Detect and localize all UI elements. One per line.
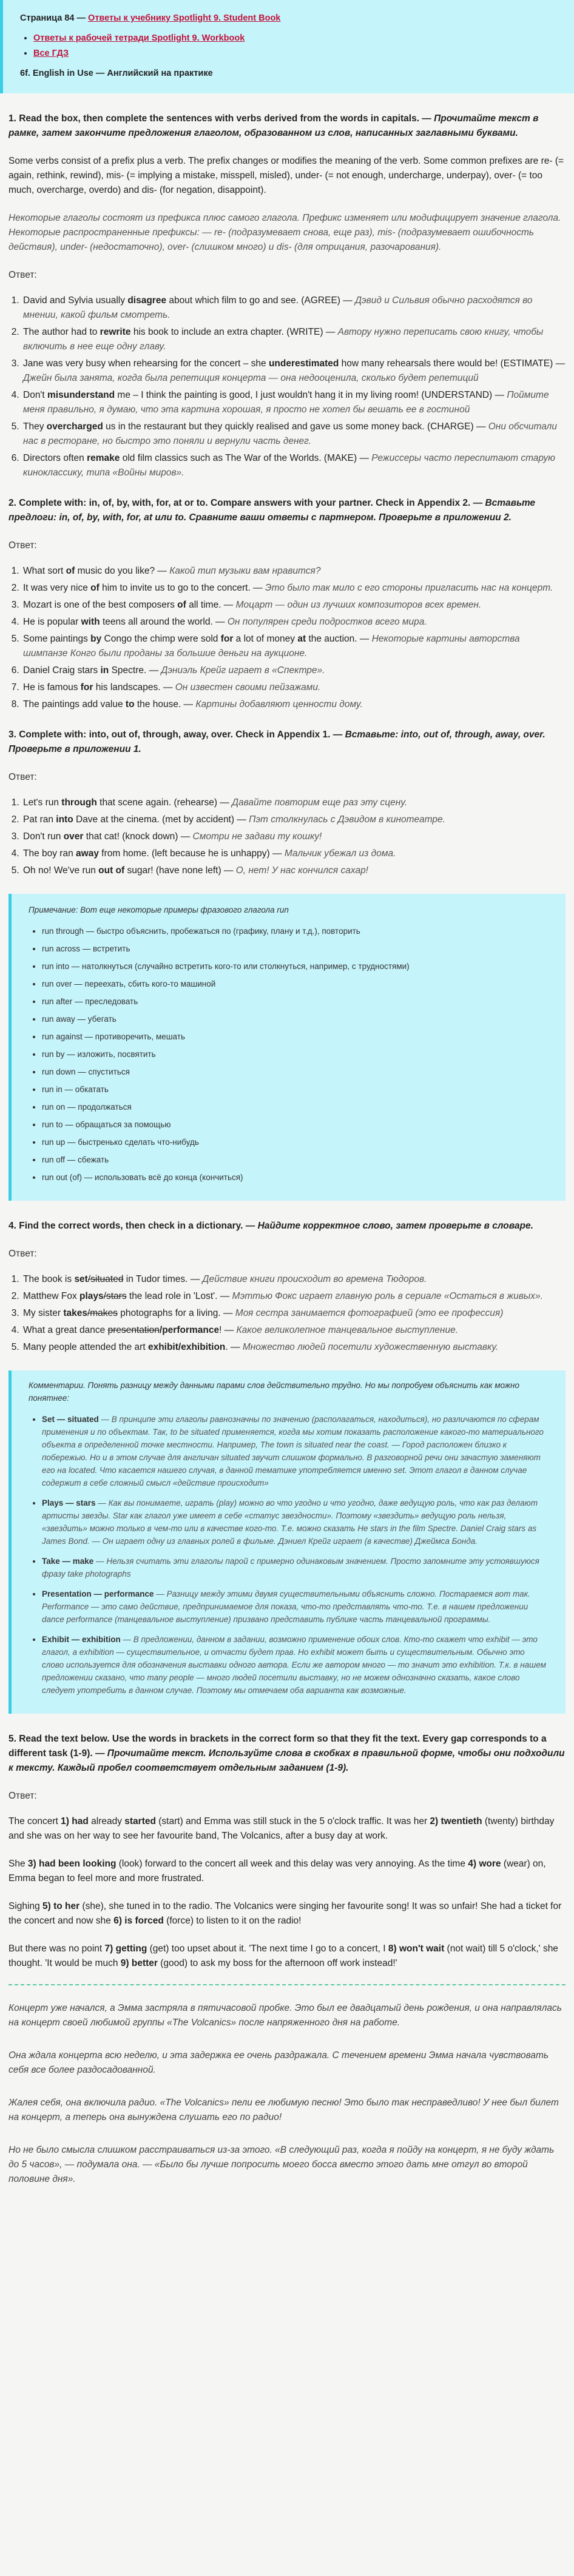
list-item: • run to — обращаться за помощью (42, 1118, 549, 1131)
list-item: • run over — переехать, сбить кого-то машиной (42, 978, 549, 990)
list-item: 7. He is famous for his landscapes. — Он известен своими пейзажами. (22, 680, 566, 695)
note-list (29, 1413, 549, 1697)
task-title-en: 5. Read the text below. Use the words in brackets in the correct form so that they fit the text. Every gap corresponds to a different task (1-9). — (8, 1734, 547, 1759)
list-item: • run away — убегать (42, 1013, 549, 1025)
list-item: 1. Let's run through that scene again. (rehearse) — Давайте повторим еще раз эту сцену. (22, 796, 566, 810)
list-item: • run by — изложить, посвятить (42, 1048, 549, 1061)
note-list (29, 925, 549, 1184)
list-item: • Exhibit — exhibition — В предложении, данном в задании, возможно применение обоих слов. Кто-то скажет что exhibit — это глагол, а exhibition — существительное, и отчасти будет прав. Но exhibit может быть и существительным. Обычно это слово используется для обозначения выставки одного автора. Если же автором много — то значит это exhibition. Т.к. в нашем предложении сказано, что many people — много людей посетили выставку, но не можем однозначно сказать, какое слово следует употребить в данном случае. Поэтому мы отмечаем оба варианта как возможные. (42, 1633, 549, 1697)
list-item: 6. Daniel Craig stars in Spectre. — Дэниэль Крейг играет в «Спектре». (22, 663, 566, 678)
task-1-intro-ru: Некоторые глаголы состоят из префикса плюс самого глагола. Префикс изменяет или модифицирует значение глагола. Некоторые распространенные префиксы: — re- (подразумевает снова, еще раз), mis- (подразумевает ошибочность действия), under- (недостаточно), over- (слишком много) и dis- (для отрицания, разочарования). (8, 213, 561, 252)
list-item: 1. What sort of music do you like? — Какой тип музыки вам нравится? (22, 564, 566, 579)
list-item: • run in — обкатать (42, 1083, 549, 1096)
task-5 (0, 1732, 574, 2187)
translation-paragraph: Но не было смысла слишком расстраиваться из-за этого. «В следующий раз, когда я пойду на концерт, я не буду ждать до 5 часов», — подумала она. — «Было бы лучше попросить моего босса вместо этого дать мне отгул во второй половине дня». (8, 2145, 555, 2184)
task-title-ru: Прочитайте текст в рамке, затем закончите предложения глаголом, образованном из слов, написанных заглавными буквами. (8, 113, 539, 138)
text-paragraph-4: But there was no point 7) getting (get) too upset about it. 'The next time I go to a concert, I 8) won't wait (not wait) till 5 o'clock,' she thought. 'It would be much 9) better (good) to ask my boss for the afternoon off work instead!' (8, 1944, 558, 1968)
task-2-title (8, 496, 566, 525)
task-1-intro-en: Some verbs consist of a prefix plus a verb. The prefix changes or modifies the meaning of the verb. Some common prefixes are re- (= again, rethink, rewind), mis- (= implying a mistake, misspell, misled), under- (= not enough, undercharge, underpay), over- (= too much, overcharge, overdo) and dis- (for negation, disappoint). (8, 156, 564, 195)
list-item: • run into — натолкнуться (случайно встретить кого-то или столкнуться, например, с трудностями) (42, 960, 549, 973)
list-item: 5. Oh no! We've run out of sugar! (have none left) — О, нет! У нас кончился сахар! (22, 864, 566, 878)
task-title-ru: Вставьте предлоги: in, of, by, with, for, at или to. Сравните ваши ответы с партнером. Проверьте в приложении 2. (8, 498, 536, 523)
page-number: Страница 84 — (20, 13, 86, 23)
task-3-title (8, 728, 566, 757)
list-item: • Plays — stars — Как вы понимаете, играть (play) можно во что угодно и что угодно, даже ведущую роль, что как раз делают артисты звезды. Star как глагол уже имеет в себе «статус звездности». Поэтому «звездить» ведущую роль нельзя, «звездить» можно только в чем-то или в качестве кого-то. Т.е. можно сказать He stars in the film Spectre. Daniel Craig stars as James Bond. — Он играет одну из главных ролей в фильме. Дэниел Крейг играет (в качестве) Джеймса Бонда. (42, 1497, 549, 1548)
section-title: 6f. English in Use — Английский на практике (20, 69, 213, 78)
list-item: 2. The author had to rewrite his book to include an extra chapter. (WRITE) — Автору нужно переписать свою книгу, чтобы включить в нее еще одну главу. (22, 325, 566, 354)
list-item: • run down — спуститься (42, 1065, 549, 1078)
list-item: 4. What a great dance presentation/performance! — Какое великолепное танцевальное выступление. (22, 1323, 566, 1338)
divider (8, 1984, 566, 1985)
answer-label: Ответ: (8, 772, 37, 782)
list-item: 1. The book is set/situated in Tudor times. — Действие книги происходит во времена Тюдоров. (22, 1272, 566, 1287)
header-links (20, 31, 557, 61)
list-item: 3. Don't run over that cat! (knock down) — Смотри не задави ту кошку! (22, 830, 566, 844)
answer-label: Ответ: (8, 1791, 37, 1801)
answer-list (8, 796, 566, 878)
translation-paragraph: Жалея себя, она включила радио. «The Volcanics» пели ее любимую песню! Это было так несправедливо! У нее был билет на концерт, а теперь она вынуждена слушать его по радио! (8, 2098, 559, 2122)
list-item: 5. Many people attended the art exhibit/exhibition. — Множество людей посетили художественную выставку. (22, 1340, 566, 1355)
note-title: Комментарии. Понять разницу между данными парами слов действительно трудно. Но мы попробуем объяснить как можно понятнее: (29, 1381, 519, 1403)
answer-list (8, 1272, 566, 1355)
list-item: 4. He is popular with teens all around the world. — Он популярен среди подростков всего мира. (22, 615, 566, 629)
list-item: 3. My sister takes/makes photographs for a living. — Моя сестра занимается фотографией (это ее профессия) (22, 1306, 566, 1321)
link-workbook[interactable]: Ответы к рабочей тетради Spotlight 9. Workbook (33, 33, 245, 43)
task-title-en: 4. Find the correct words, then check in a dictionary. — (8, 1221, 255, 1231)
list-item: 4. Don't misunderstand me – I think the painting is good, I just wouldn't hang it in my living room! (UNDERSTAND) — Поймите меня правильно, я думаю, что эта картина хорошая, я просто не хотел бы вешать ее в гостиной (22, 388, 566, 417)
list-item: • run through — быстро объяснить, пробежаться по (графику, плану и т.д.), повторить (42, 925, 549, 937)
task-4-title (8, 1219, 566, 1233)
list-item: • run off — сбежать (42, 1153, 549, 1166)
task-title-en: 2. Complete with: in, of, by, with, for, at or to. Compare answers with your partner. Check in Appendix 2. — (8, 498, 483, 508)
answer-label: Ответ: (8, 1249, 37, 1259)
list-item: 2. Matthew Fox plays/stars the lead role in 'Lost'. — Мэттью Фокс играет главную роль в сериале «Остаться в живых». (22, 1289, 566, 1304)
list-item: • run on — продолжаться (42, 1101, 549, 1113)
answer-list (8, 293, 566, 480)
translation-paragraph: Она ждала концерта всю неделю, и эта задержка ее очень раздражала. С течением времени Эмма начала чувствовать себя все более раздосадованной. (8, 2050, 549, 2075)
page-header (0, 0, 574, 93)
link-all-gdz[interactable]: Все ГДЗ (33, 49, 69, 58)
answer-label: Ответ: (8, 270, 37, 280)
list-item: • run after — преследовать (42, 995, 549, 1008)
list-item: • Presentation — performance — Разницу между этими двумя существительными объяснить сложно. Постараемся вот так. Performance — это само действие, предпринимаемое для показа, что-то представлять что-то. Т.е. в нашем предложении dance performance (танцевальное выступление) призвано представить публике часть танцевальной программы. (42, 1588, 549, 1626)
task-5-title (8, 1732, 566, 1776)
list-item (33, 46, 557, 61)
list-item: • Take — make — Нельзя считать эти глаголы парой с примерно одинаковым значением. Просто запомните эту устоявшуюся фразу take photographs (42, 1555, 549, 1580)
list-item: 6. Directors often remake old film classics such as The War of the Worlds. (MAKE) — Режиссеры часто пересnumaют старую киноклассику, типа «Войны миров». (22, 451, 566, 480)
task-4 (0, 1219, 574, 1355)
list-item: • run against — противоречить, мешать (42, 1030, 549, 1043)
translation (8, 2001, 566, 2187)
task-1 (0, 112, 574, 480)
note-word-pairs (8, 1370, 566, 1714)
list-item: 5. They overcharged us in the restaurant but they quickly realised and gave us some money back. (CHARGE) — Они обсчитали нас в ресторане, но быстро это поняли и вернули часть денег. (22, 420, 566, 449)
list-item: • run across — встретить (42, 942, 549, 955)
task-title-en: 3. Complete with: into, out of, through, away, over. Check in Appendix 1. — (8, 730, 343, 740)
list-item: 3. Mozart is one of the best composers of all time. — Моцарт — один из лучших композиторов всех времен. (22, 598, 566, 612)
list-item (33, 31, 557, 46)
task-title-ru: Вставьте: into, out of, through, away, over. Проверьте в приложении 1. (8, 730, 545, 754)
list-item: 8. The paintings add value to the house. — Картины добавляют ценности дому. (22, 697, 566, 712)
list-item: 2. Pat ran into Dave at the cinema. (met by accident) — Пэт столкнулась с Дэвидом в кинотеатре. (22, 813, 566, 827)
list-item: 3. Jane was very busy when rehearsing for the concert – she underestimated how many rehearsals there would be! (ESTIMATE) — Джейн была занята, когда была репетиция концерта — она недооценила, сколько будет репетиций (22, 357, 566, 386)
task-title-ru: Найдите корректное слово, затем проверьте в словаре. (257, 1221, 533, 1231)
task-2 (0, 496, 574, 712)
task-title-ru: Прочитайте текст. Используйте слова в скобках в правильной форме, чтобы они подходили к тексту. Каждый пробел соответствует отдельным заданием (1-9). (8, 1748, 565, 1773)
list-item: 1. David and Sylvia usually disagree about which film to go and see. (AGREE) — Дэвид и Сильвия обычно расходятся во мнении, какой фильм смотреть. (22, 293, 566, 323)
list-item: 4. The boy ran away from home. (left because he is unhappy) — Мальчик убежал из дома. (22, 847, 566, 861)
task-1-title (8, 112, 566, 141)
header-line (20, 11, 557, 26)
list-item: • Set — situated — В принципе эти глаголы равнозначны по значению (располагаться, находиться), но различаются по сферам применения и по объектам. Так, to be situated применяется, когда мы хотим показать расположение какого-то материального объекта в определенной точке местности. Например, The town is situated near the coast. — Город расположен близко к побережью. Но и в этом случае для англичан situated звучит слишком формально. В разговорной речи они зачастую заменяют его на located. Что касается нашего случая, в данной тематике употребляется именно set. Этот глагол в данном случае содержит в себе сложный смысл «действие происходит» (42, 1413, 549, 1489)
list-item: • run out (of) — использовать всё до конца (кончиться) (42, 1171, 549, 1184)
answer-label: Ответ: (8, 540, 37, 551)
task-3 (0, 728, 574, 878)
list-item: 2. It was very nice of him to invite us to go to the concert. — Это было так мило с его стороны пригласить нас на концерт. (22, 581, 566, 595)
list-item: • run up — быстренько сделать что-нибудь (42, 1136, 549, 1149)
translation-paragraph: Концерт уже начался, а Эмма застряла в пятичасовой пробке. Это был ее двадцатый день рождения, и она направлялась на концерт своей любимой группы «The Volcanics» после напряженного дня на работе. (8, 2003, 562, 2028)
text-paragraph-2: She 3) had been looking (look) forward to the concert all week and this delay was very annoying. As the time 4) wore (wear) on, Emma began to feel more and more frustrated. (8, 1859, 546, 1883)
note-phrasal-run (8, 894, 566, 1201)
note-title: Примечание: Вот еще некоторые примеры фразового глагола run (29, 905, 289, 914)
list-item: 5. Some paintings by Congo the chimp were sold for a lot of money at the auction. — Некоторые картины авторства шимпанзе Конго были проданы за большие деньги на аукционе. (22, 632, 566, 661)
link-student-book[interactable]: Ответы к учебнику Spotlight 9. Student Book (88, 13, 281, 23)
answer-list (8, 564, 566, 712)
text-paragraph-3: Sighing 5) to her (she), she tuned in to the radio. The Volcanics were singing her favourite song! It was so unfair! She had a ticket for the concert and now she 6) is forced (force) to listen to it on the radio! (8, 1901, 562, 1926)
text-paragraph-1: The concert 1) had already started (start) and Emma was still stuck in the 5 o'clock traffic. It was her 2) twentieth (twenty) birthday and she was on her way to see her favourite band, The Volcanics, after a busy day at work. (8, 1816, 555, 1841)
task-title-en: 1. Read the box, then complete the sentences with verbs derived from the words in capitals. — (8, 113, 431, 124)
